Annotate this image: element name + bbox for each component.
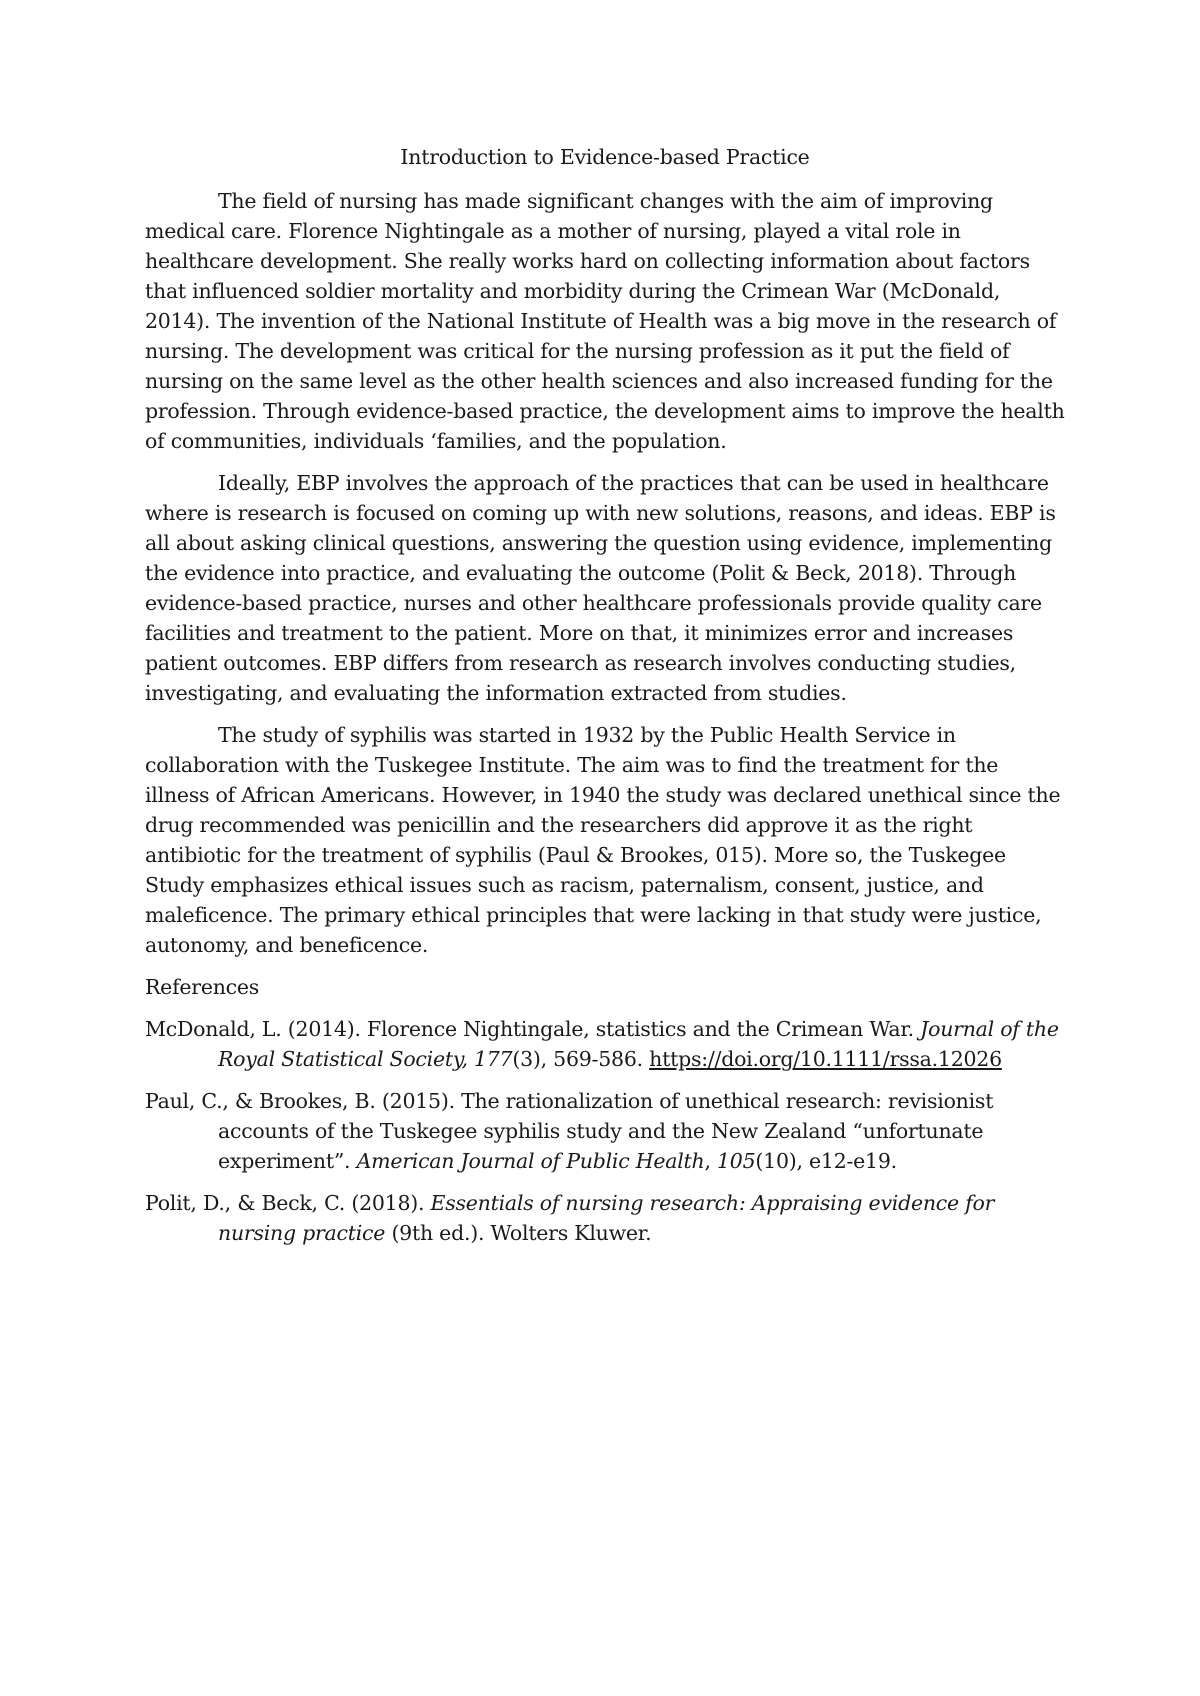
reference-source: Journal of the Royal Statistical Society, 177 bbox=[218, 1017, 1059, 1071]
reference-details: (9th ed.). Wolters Kluwer. bbox=[385, 1221, 652, 1245]
reference-volume: 105 bbox=[717, 1149, 756, 1173]
reference-details: (10), e12-e19. bbox=[755, 1149, 897, 1173]
reference-entry bbox=[145, 1188, 1065, 1248]
references-heading: References bbox=[145, 975, 260, 999]
reference-entry bbox=[145, 1014, 1065, 1074]
reference-source: American Journal of Public Health bbox=[356, 1149, 705, 1173]
body-paragraph: The field of nursing has made significant changes with the aim of improving medical care. Florence Nightingale as a mother of nursing, played a vital role in healthcare development. She really works hard on collecting information about factors that influenced soldier mortality and morbidity during the Crimean War (McDonald, 2014). The invention of the National Institute of Health was a big move in the research of nursing. The development was critical for the nursing profession as it put the field of nursing on the same level as the other health sciences and also increased funding for the profession. Through evidence-based practice, the development aims to improve the health of communities, individuals ‘families, and the population. bbox=[145, 189, 1065, 453]
body-paragraph: Ideally, EBP involves the approach of the practices that can be used in healthcare where is research is focused on coming up with new solutions, reasons, and ideas. EBP is all about asking clinical questions, answering the question using evidence, implementing the evidence into practice, and evaluating the outcome (Polit & Beck, 2018). Through evidence-based practice, nurses and other healthcare professionals provide quality care facilities and treatment to the patient. More on that, it minimizes error and increases patient outcomes. EBP differs from research as research involves conducting studies, investigating, and evaluating the information extracted from studies. bbox=[145, 471, 1056, 705]
body-paragraph: The study of syphilis was started in 1932 by the Public Health Service in collaboration with the Tuskegee Institute. The aim was to find the treatment for the illness of African Americans. However, in 1940 the study was declared unethical since the drug recommended was penicillin and the researchers did approve it as the right antibiotic for the treatment of syphilis (Paul & Brookes, 015). More so, the Tuskegee Study emphasizes ethical issues such as racism, paternalism, consent, justice, and maleficence. The primary ethical principles that were lacking in that study were justice, autonomy, and beneficence. bbox=[145, 723, 1061, 957]
document-page bbox=[145, 142, 1065, 1260]
reference-entry bbox=[145, 1086, 1065, 1176]
document-title: Introduction to Evidence-based Practice bbox=[400, 145, 810, 169]
reference-source: Essentials of nursing research: Appraising evidence for nursing practice bbox=[218, 1191, 995, 1245]
reference-authors: Paul, C., & Brookes, B. (2015). The rationalization of unethical research: revisionist accounts of the Tuskegee syphilis study and the New Zealand “unfortunate experiment”. bbox=[145, 1089, 994, 1173]
reference-authors: Polit, D., & Beck, C. (2018). bbox=[145, 1191, 431, 1215]
reference-doi-link[interactable]: https://doi.org/10.1111/rssa.12026 bbox=[649, 1047, 1002, 1071]
reference-authors: McDonald, L. (2014). Florence Nightingale, statistics and the Crimean War. bbox=[145, 1017, 921, 1041]
reference-details: (3), 569-586. bbox=[512, 1047, 650, 1071]
reference-separator: , bbox=[704, 1149, 718, 1173]
